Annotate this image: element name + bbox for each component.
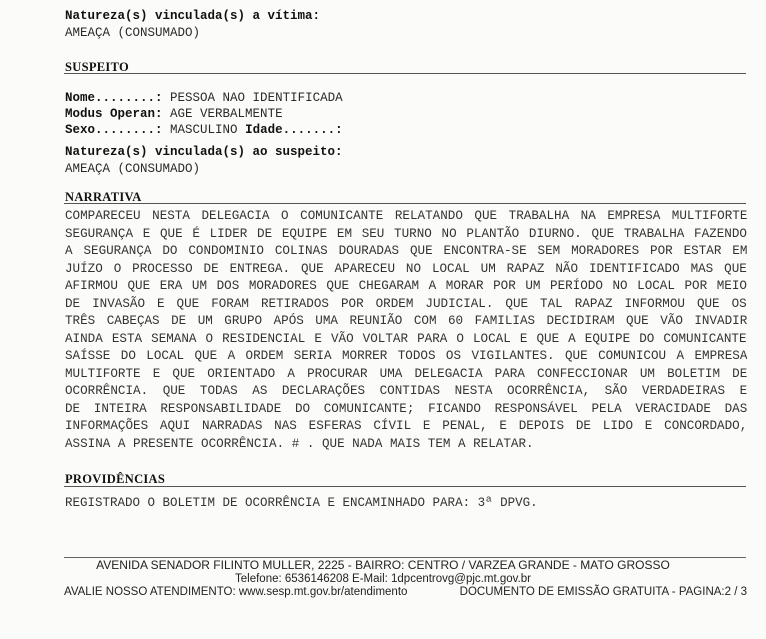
suspect-nature-label: Natureza(s) vinculada(s) ao suspeito: xyxy=(65,145,343,159)
footer-page-info: DOCUMENTO DE EMISSÃO GRATUITA - PAGINA:2 / 3 xyxy=(459,586,747,598)
suspect-section-title: SUSPEITO xyxy=(65,60,130,74)
suspect-name-value: PESSOA NAO IDENTIFICADA xyxy=(170,91,343,105)
narrative-line: ASSINA A PRESENTE OCORRÊNCIA. # . QUE NADA MAIS TEM A RELATAR. xyxy=(65,436,534,451)
narrative-line: INFORMAÇÕES AQUI NARRADAS NAS ESFERAS CÍVIL E PENAL, E DEPOIS DE LIDO E CONCORDADO, xyxy=(65,419,747,433)
narrative-line: A SEGURANÇA DO CONDOMINIO COLINAS DOURADAS QUE ENCONTRA-SE SEM MORADORES POR ESTAR EM xyxy=(65,244,747,258)
footer-address: AVENIDA SENADOR FILINTO MULLER, 2225 - BAIRRO: CENTRO / VARZEA GRANDE - MATO GROSSO xyxy=(96,558,670,572)
narrative-line: TRÊS CABEÇAS DE UM GRUPO APÓS UMA REUNIÃO COM 60 FAMILIAS DECIDIRAM QUE VÃO INVADIR xyxy=(65,314,747,328)
suspect-modus-row xyxy=(65,107,283,121)
narrative-line: JUÍZO O PROCESSO DE ENTREGA. QUE APARECEU NO LOCAL UM RAPAZ NÃO IDENTIFICADO MAS QUE xyxy=(65,261,747,276)
providencias-text: REGISTRADO O BOLETIM DE OCORRÊNCIA E ENCAMINHADO PARA: 3ª DPVG. xyxy=(65,496,538,510)
suspect-name-label: Nome........: xyxy=(65,91,163,105)
narrative-divider xyxy=(64,203,746,204)
suspect-age-label: Idade.......: xyxy=(245,123,343,137)
suspect-nature-value: AMEAÇA (CONSUMADO) xyxy=(65,162,201,176)
suspect-modus-label: Modus Operan: xyxy=(65,107,163,121)
narrative-line: SEGURANÇA E QUE É LIDER DE EQUIPE EM SEU TURNO NO PLANTÃO DIURNO. QUE TRABALHA FAZENDO xyxy=(65,226,747,241)
providencias-section-title: PROVIDÊNCIAS xyxy=(65,472,166,486)
narrative-line: AFIRMOU QUE ERA UM DOS MORADORES QUE CHEGARAM A MORAR POR UM PERÍODO NO LOCAL POR MEIO xyxy=(65,279,747,293)
narrative-line: COMPARECEU NESTA DELEGACIA O COMUNICANTE RELATANDO QUE TRABALHA NA EMPRESA MULTIFORTE xyxy=(65,209,747,223)
narrative-line: SAÍSSE DO LOCAL QUE A ORDEM SERIA MORRER TODOS OS VIGILANTES. QUE COMUNICOU A EMPRESA xyxy=(65,349,747,363)
narrative-line: MULTIFORTE E QUE ORIENTADO A PROCURAR UMA DELEGACIA PARA CONFECCIONAR UM BOLETIM DE xyxy=(65,366,747,381)
footer-contact: Telefone: 6536146208 E-Mail: 1dpcentrovg@pjc.mt.gov.br xyxy=(235,573,531,585)
providencias-divider xyxy=(64,486,746,487)
suspect-name-row xyxy=(65,91,343,105)
victim-nature-value: AMEAÇA (CONSUMADO) xyxy=(65,26,201,40)
narrative-text xyxy=(65,208,747,453)
narrative-line: AINDA ESTA SEMANA O RESIDENCIAL E VÃO VOLTAR PARA O LOCAL E QUE A EQUIPE DO COMUNICANTE xyxy=(65,331,747,346)
narrative-line: DE INTEIRA RESPONSABILIDADE DO COMUNICANTE; FICANDO RESPONSÁVEL PELA VERACIDADE DAS xyxy=(65,401,747,416)
suspect-modus-value: AGE VERBALMENTE xyxy=(170,107,283,121)
suspect-sex-row xyxy=(65,123,343,137)
narrative-line: DE INVASÃO E QUE FORAM RETIRADOS POR ORDEM JUDICIAL. QUE TAL RAPAZ INFORMOU QUE OS xyxy=(65,296,747,311)
suspect-sex-label: Sexo........: xyxy=(65,123,163,137)
victim-nature-label: Natureza(s) vinculada(s) a vítima: xyxy=(65,9,321,23)
suspect-sex-value: MASCULINO xyxy=(170,123,238,137)
suspect-divider xyxy=(64,73,746,74)
footer-feedback: AVALIE NOSSO ATENDIMENTO: www.sesp.mt.gov.br/atendimento xyxy=(64,586,408,598)
narrative-section-title: NARRATIVA xyxy=(65,190,142,204)
narrative-line: OCORRÊNCIA. QUE TODAS AS DECLARAÇÕES CONTIDAS NESTA OCORRÊNCIA, SÃO VERDADEIRAS E xyxy=(65,384,747,398)
